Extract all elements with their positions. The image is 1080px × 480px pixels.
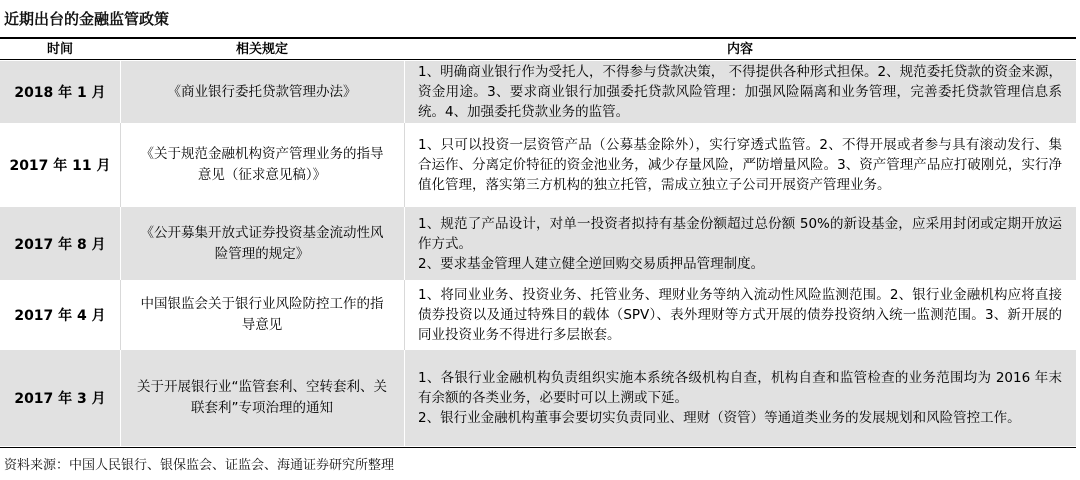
table-row — [0, 123, 1076, 207]
cell-time: 2017 年 4 月 — [14, 308, 106, 324]
page-title: 近期出台的金融监管政策 — [4, 10, 170, 28]
column-divider — [120, 61, 121, 123]
table-row — [0, 207, 1076, 280]
cell-regulation: 关于开展银行业“监管套利、空转套利、关联套利”专项治理的通知 — [137, 379, 387, 416]
table-header — [0, 40, 1076, 59]
header-bottom-rule — [0, 59, 1076, 60]
header-top-rule — [0, 37, 1076, 39]
column-divider — [404, 61, 405, 123]
cell-content: 1、规范了产品设计，对单一投资者拟持有基金份额超过总份额 50%的新设基金，应采用封闭或定期开放运作方式。 2、要求基金管理人建立健全逆回购交易质押品管理制度。 — [418, 215, 1062, 272]
column-divider — [404, 350, 405, 446]
column-header-time: 时间 — [46, 42, 73, 57]
column-header-regulation: 相关规定 — [235, 42, 288, 57]
cell-regulation: 《关于规范金融机构资产管理业务的指导意见（征求意见稿）》 — [140, 146, 384, 183]
source-note: 资料来源：中国人民银行、银保监会、证监会、海通证券研究所整理 — [4, 458, 395, 473]
table-row — [0, 61, 1076, 123]
table-row — [0, 280, 1076, 350]
cell-time: 2018 年 1 月 — [14, 85, 106, 101]
table-bottom-rule — [0, 447, 1076, 448]
cell-time: 2017 年 8 月 — [14, 236, 106, 253]
cell-regulation: 《商业银行委托贷款管理办法》 — [167, 83, 357, 100]
cell-regulation: 中国银监会关于银行业风险防控工作的指导意见 — [140, 296, 384, 333]
cell-time: 2017 年 3 月 — [14, 391, 106, 407]
cell-content: 1、各银行业金融机构负责组织实施本系统各级机构自查，机构自查和监管检查的业务范围均为 2016 年末有余额的各类业务，必要时可以上溯或下延。 2、银行业金融机构董事会要切实负责同业、理财（资管）等通道类业务的发展规划和风险管控工作。 — [418, 370, 1062, 426]
cell-time: 2017 年 11 月 — [9, 158, 111, 174]
column-divider — [404, 123, 405, 207]
column-divider — [404, 280, 405, 350]
column-header-content: 内容 — [726, 42, 753, 57]
column-divider — [404, 207, 405, 280]
cell-content: 1、只可以投资一层资管产品（公募基金除外），实行穿透式监管。2、不得开展或者参与具有滚动发行、集合运作、分离定价特征的资金池业务，减少存量风险，严防增量风险。3、资产管理产品应打破刚兑，实行净值化管理，落实第三方机构的独立托管，需成立独立子公司开展资产管理业务。 — [418, 137, 1062, 193]
column-divider — [120, 207, 121, 280]
cell-content: 1、将同业业务、投资业务、托管业务、理财业务等纳入流动性风险监测范围。2、银行业金融机构应将直接债券投资以及通过特殊目的载体（SPV）、表外理财等方式开展的债券投资纳入统一监测范围。3、新开展的同业投资业务不得进行多层嵌套。 — [418, 287, 1062, 343]
cell-content: 1、明确商业银行作为受托人，不得参与贷款决策， 不得提供各种形式担保。2、规范委托贷款的资金来源，资金用途。3、要求商业银行加强委托贷款风险管理：加强风险隔离和业务管理，完善委托贷款管理信息系统。4、加强委托贷款业务的监管。 — [418, 64, 1062, 120]
column-divider — [120, 350, 121, 446]
column-divider — [120, 280, 121, 350]
cell-regulation: 《公开募集开放式证券投资基金流动性风险管理的规定》 — [140, 224, 384, 262]
column-divider — [120, 123, 121, 207]
table-row — [0, 350, 1076, 446]
